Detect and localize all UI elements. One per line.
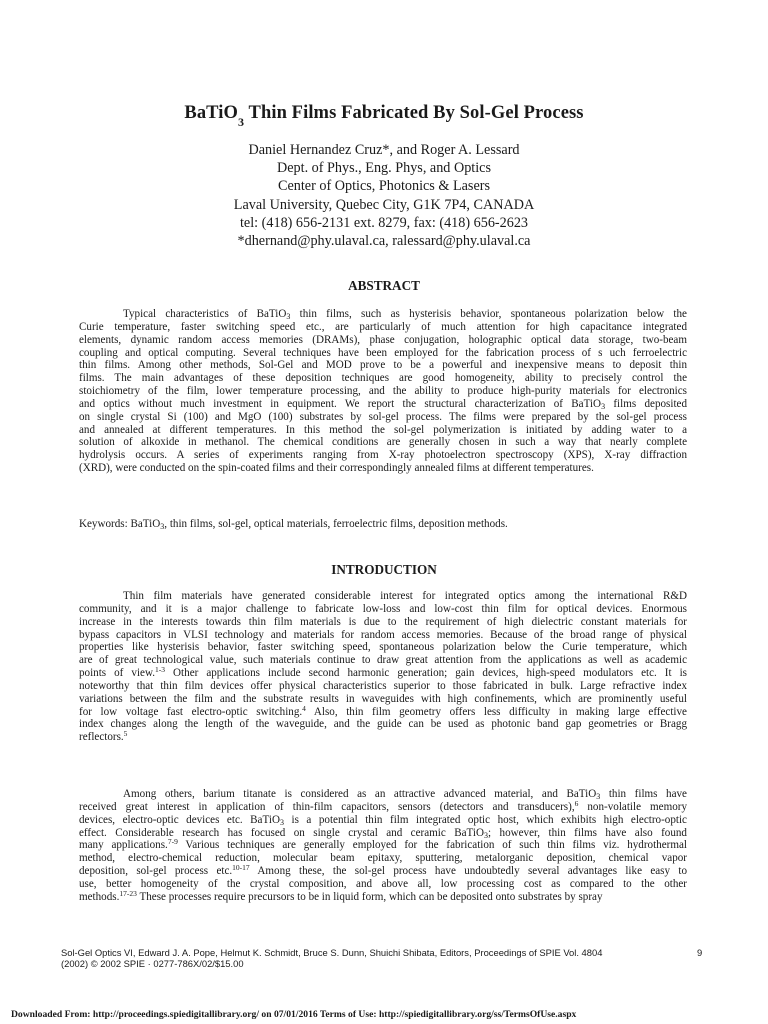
download-notice: Downloaded From: http://proceedings.spiedigitallibrary.org/ on 07/01/2016 Terms of Use: http://spiedigitallibrary.org/ss/TermsOfUse.aspx [11, 1009, 577, 1020]
text-line: increase in the interests towards thin film materials is due to the requirement of high dielectric constant materials for [79, 615, 687, 628]
text-line: Curie temperature, faster switching speed etc., are particularly of much attention for high capacitance integrated [79, 320, 687, 333]
text-line: hydrolysis occurs. A series of experiments ranging from X-ray photoelectron spectroscopy (XPS), X-ray diffraction [79, 449, 687, 462]
proceedings-footer [61, 947, 641, 970]
text-line: community, and it is a major challenge to fabricate low-loss and low-cost thin film for optical devices. Enormous [79, 602, 687, 615]
text-line: received great interest in application of thin-film capacitors, sensors (detectors and transducers),$^6$ non-volatile memory [79, 798, 688, 813]
title-part: BaTiO [184, 103, 238, 123]
author-center: Center of Optics, Photonics & Lasers [278, 178, 490, 195]
text-line: points of view.$^{1-3}$ Other applications include second harmonic generation; gain devices, high-speed modulators etc. It is [79, 665, 687, 680]
author-department: Dept. of Phys., Eng. Phys, and Optics [277, 160, 491, 177]
text-line: effect. Considerable research has focused on single crystal and ceramic BaTiO$_3$; however, thin films have also found [79, 826, 687, 840]
text-line: on single crystal Si (100) and MgO (100) substrates by sol-gel process. The films were prepared by the sol-gel process [79, 410, 687, 423]
paper-title [0, 103, 768, 127]
footer-citation: Sol-Gel Optics VI, Edward J. A. Pope, Helmut K. Schmidt, Bruce S. Dunn, Shuichi Shibata, Editors, Proceedings of SPIE Vol. 4804 [61, 947, 603, 958]
text-line: are of great technological value, such materials continue to draw great attention from the applications as well as academic [79, 654, 687, 667]
author-block [0, 141, 768, 250]
text-line: (XRD), were conducted on the spin-coated films and their correspondingly annealed films at different temperatures. [79, 462, 594, 475]
text-line: deposition, sol-gel process etc.$^{10-17}$ Among these, the sol-gel process have undoubtedly several advantages like easy to [79, 863, 687, 878]
abstract-heading: ABSTRACT [348, 278, 420, 293]
introduction-heading: INTRODUCTION [331, 562, 437, 577]
text-line: stoichiometry of the film, lower temperature processing, and the ability to produce high-purity materials for electronics [79, 385, 687, 398]
text-line: Typical characteristics of BaTiO$_3$ thin films, such as hysterisis behavior, spontaneous polarization below the [123, 308, 687, 321]
author-names: Daniel Hernandez Cruz*, and Roger A. Lessard [248, 142, 520, 158]
text-line: variations between the film and the substrate results in waveguides with high confinements, which are prominently useful [79, 692, 687, 705]
text-line: thin films. Among other methods, Sol-Gel and MOD prove to be a powerful and inexpensive means to deposit thin [79, 359, 687, 372]
text-line: bypass capacitors in VLSI technology and materials for random access memories. Because of the broad range of physical [79, 628, 687, 641]
text-line: Among others, barium titanate is considered as an attractive advanced material, and BaTiO$_3$ thin films have [123, 788, 687, 801]
page-number: 9 [697, 947, 703, 958]
text-line: index changes along the length of the waveguide, and the guide can be used as photonic band gap geometries or Bragg [79, 718, 687, 731]
text-line: noteworthy that thin film devices offer physical characteristics superior to those fabricated in bulk. Large refractive index [79, 679, 687, 692]
title-part: Thin Films Fabricated By Sol-Gel Process [244, 103, 584, 123]
text-line: coupling and optical computing. Several techniques have been employed for the fabrication process of s uch ferroelectric [79, 346, 687, 359]
text-line: solution of alkoxide in methanol. The chemical conditions are generally chosen in such a way that nearly complete [79, 436, 687, 449]
abstract-text [79, 308, 687, 475]
author-university: Laval University, Quebec City, G1K 7P4, CANADA [233, 196, 535, 213]
text-line: and annealed at different temperatures. In this method the sol-gel polymerization is initiated by adding water to a [79, 423, 687, 436]
text-line: use, better homogeneity of the crystal composition, and above all, low processing cost as compared to the other [79, 877, 687, 890]
text-line: and optics without much investment in equipment. We report the structural characterization of BaTiO$_3$ films deposited [79, 397, 687, 411]
text-line: reflectors.$^5$ [79, 729, 128, 744]
text-line: elements, dynamic random access memories (DRAMs), phase conjugation, holographic optical data storage, two-beam [79, 333, 687, 346]
text-line: method, electro-chemical reduction, molecular beam epitaxy, sputtering, metalorganic deposition, chemical vapor [79, 852, 687, 865]
text-line: Thin film materials have generated considerable interest for integrated optics among the international R&D [123, 590, 687, 602]
text-line: properties like hysterisis behavior, faster switching speed, spontaneous polarization below the Curie temperature, which [79, 641, 687, 654]
author-phone: tel: (418) 656-2131 ext. 8279, fax: (418) 656-2623 [239, 214, 529, 231]
text-line: for low voltage fast electro-optic switching.$^4$ Also, thin film geometry offers less difficulty in making large effective [79, 703, 687, 718]
text-line: methods.$^{17-23}$ These processes require precursors to be in liquid form, which can be deposited onto substrates by spray [79, 888, 603, 903]
text-line: films. The main advantages of these deposition techniques are good homogeneity, ability to precisely control the [79, 372, 687, 385]
intro-paragraph-2 [79, 788, 687, 904]
footer-copyright: (2002) © 2002 SPIE · 0277-786X/02/$15.00 [61, 958, 244, 970]
text-line: devices, electro-optic devices etc. BaTiO$_3$ is a potential thin film integrated optic host, which exhibits high electro-optic [79, 813, 687, 827]
text-line: many applications.$^{7-9}$ Various techniques are generally employed for the fabrication of such thin films viz. hydrothermal [79, 837, 687, 852]
author-email: *dhernand@phy.ulaval.ca, ralessard@phy.ulaval.ca [237, 233, 531, 250]
title-subscript: 3 [238, 114, 245, 129]
intro-paragraph-1 [79, 590, 687, 744]
keywords: Keywords: BaTiO$_3$, thin films, sol-gel, optical materials, ferroelectric films, deposition methods. [79, 518, 508, 531]
